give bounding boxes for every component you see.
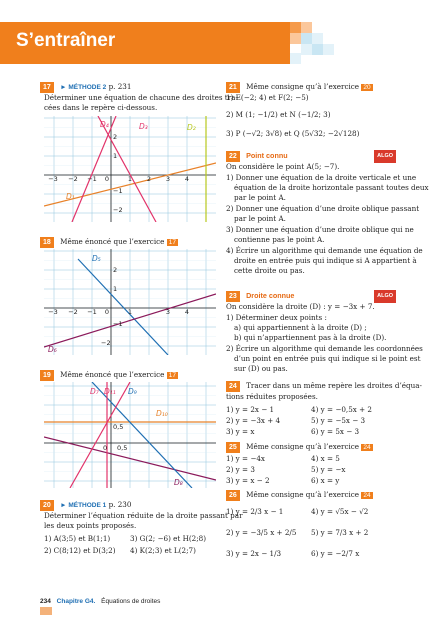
- exercise-item: 1) A(3;5) et B(1;1): [44, 534, 111, 543]
- tick-label: 0,5: [113, 423, 124, 431]
- exercise-item: 2) y = −3x + 4: [226, 416, 281, 425]
- tick-label: −2: [68, 175, 78, 183]
- chapter-title: Équations de droites: [101, 598, 161, 605]
- tick-label: 2: [113, 133, 118, 141]
- line-label-d1: D₁: [66, 192, 75, 201]
- exercise-item: 3) G(2; −6) et H(2;8): [130, 534, 207, 543]
- line-label-d11: D₁₁: [104, 387, 116, 396]
- tick-label: 1: [127, 308, 133, 316]
- exercise-item: 4) y = −0,5x + 2: [311, 405, 372, 414]
- exercise-22-line: contienne pas le point A.: [234, 235, 325, 244]
- exercise-22-line: 1) Donner une équation de la droite verticale et une: [226, 173, 417, 182]
- line-label-d2: D₂: [187, 123, 196, 132]
- tick-label: −1: [87, 175, 97, 183]
- graph-2: [44, 249, 216, 355]
- tick-label: 3: [165, 308, 171, 316]
- graph-1: [44, 116, 216, 222]
- tick-label: −1: [113, 187, 123, 195]
- tick-label: 0: [104, 308, 110, 316]
- exercise-24-text: tions réduites proposées.: [226, 392, 318, 401]
- exercise-22-line: équation de la droite horizontale passant toutes deux: [234, 183, 429, 192]
- line-label-d9: D₉: [128, 387, 137, 396]
- exercise-23-line: sur (D) ou pas.: [234, 364, 288, 373]
- exercise-item: 1) y = −4x: [226, 454, 265, 463]
- line-label-d6: D₆: [48, 345, 57, 354]
- exercise-item: 1) y = 2x − 1: [226, 405, 275, 414]
- exercise-item: 3) y = x − 2: [226, 476, 270, 485]
- tick-label: 1: [127, 175, 133, 183]
- exercise-item: 4) K(2;3) et L(2;7): [130, 546, 196, 555]
- exercise-22-line: cette droite ou pas.: [234, 266, 305, 275]
- chapter-label: Chapitre G4.: [56, 598, 96, 605]
- exercise-24-heading: 24 Tracer dans un même repère les droites d’équa-: [226, 380, 422, 392]
- exercise-item: 6) y = −2/7 x: [311, 549, 360, 558]
- decor-square: [312, 44, 323, 55]
- exercise-item: 5) y = 7/3 x + 2: [311, 528, 369, 537]
- line-d11: [70, 382, 130, 488]
- exercise-22-heading: 22 Point connu ALGO: [226, 150, 396, 162]
- exercise-20-text: Déterminer l’équation réduite de la droite passant par: [44, 511, 243, 520]
- tick-label: 2: [146, 175, 152, 183]
- decor-square: [312, 33, 323, 44]
- tick-label: −3: [48, 308, 58, 316]
- exercise-22-line: 2) Donner une équation d’une droite oblique passant: [226, 204, 420, 213]
- exercise-18-heading: 18 Même énoncé que l’exercice 17: [40, 236, 178, 248]
- exercise-23-line: a) qui appartiennent à la droite (D) ;: [234, 323, 367, 332]
- exercise-23-intro: On considère la droite (D) : y = −3x + 7.: [226, 302, 375, 311]
- exercise-22-line: 3) Donner une équation d’une droite oblique qui ne: [226, 225, 414, 234]
- line-label-d5: D₅: [92, 254, 101, 263]
- decor-square: [290, 53, 301, 64]
- line-label-d8: D₈: [174, 478, 183, 487]
- decor-square: [301, 22, 312, 33]
- tick-label: 0: [104, 175, 110, 183]
- line-label-d3: D₃: [139, 122, 148, 131]
- exercise-item: 3) y = 2x − 1/3: [226, 549, 282, 558]
- exercise-23-heading: 23 Droite connue ALGO: [226, 290, 396, 302]
- exercise-25-heading: 25 Même consigne qu’à l’exercice 24: [226, 441, 373, 453]
- algo-badge: ALGO: [374, 150, 396, 163]
- decor-square: [290, 22, 301, 33]
- exercise-item: 1) y = 2/3 x − 1: [226, 507, 284, 516]
- line-d4: [72, 116, 116, 222]
- exercise-23-line: d’un point en entrée puis qui indique si le point est: [234, 354, 421, 363]
- exercise-item: 6) y = 5x − 3: [311, 427, 360, 436]
- exercise-item: 1) E(−2; 4) et F(2; −5): [226, 93, 309, 102]
- line-d5: [78, 259, 171, 355]
- line-label-d7: D₇: [90, 387, 99, 396]
- exercise-22-line: par le point A.: [234, 193, 286, 202]
- algo-badge: ALGO: [374, 290, 396, 303]
- tick-label: 4: [184, 308, 190, 316]
- tick-label: −3: [48, 175, 58, 183]
- exercise-17-text: Déterminer une équation de chacune des droites tra-: [44, 93, 238, 102]
- exercise-item: 4) x = 5: [311, 454, 340, 463]
- exercise-item: 5) y = −x: [311, 465, 346, 474]
- decor-square: [323, 44, 334, 55]
- tick-label: −2: [113, 206, 123, 214]
- chapter-header: [0, 22, 435, 64]
- tick-label: 3: [165, 175, 171, 183]
- line-label-d10: D₁₀: [156, 409, 168, 418]
- tick-label: 2: [113, 266, 118, 274]
- exercise-item: 3) y = x: [226, 427, 255, 436]
- line-label-d4: D₄: [100, 120, 109, 129]
- exercise-23-line: 2) Écrire un algorithme qui demande les coordonnées: [226, 344, 423, 353]
- decor-square: [301, 44, 312, 55]
- tick-label: −1: [113, 320, 123, 328]
- exercise-17-heading: 17 ► MÉTHODE 2 p. 231: [40, 81, 131, 93]
- exercise-item: 6) x = y: [311, 476, 340, 485]
- tick-label: 1: [113, 152, 118, 160]
- tick-label: 0,5: [117, 444, 128, 452]
- exercise-item: 5) y = −5x − 3: [311, 416, 366, 425]
- exercise-item: 2) M (1; −1/2) et N (−1/2; 3): [226, 110, 331, 119]
- exercise-item: 4) y = √5x − √2: [311, 507, 369, 516]
- exercise-17-text: cées dans le repère ci-dessous.: [44, 103, 158, 112]
- tick-label: −2: [68, 308, 78, 316]
- decor-square: [301, 33, 312, 44]
- page-number: 234: [40, 598, 51, 605]
- exercise-26-heading: 26 Même consigne qu’à l’exercice 24: [226, 489, 373, 501]
- exercise-22-line: par le point A.: [234, 214, 286, 223]
- exercise-20-heading: 20 ► MÉTHODE 1 p. 230: [40, 499, 131, 511]
- exercise-20-text: les deux points proposés.: [44, 521, 137, 530]
- graph-3: [44, 382, 216, 488]
- decor-square: [290, 33, 301, 44]
- exercise-item: 2) y = 3: [226, 465, 255, 474]
- exercise-19-heading: 19 Même énoncé que l’exercice 17: [40, 369, 178, 381]
- line-d3: [98, 116, 156, 222]
- page-footer: [40, 598, 160, 605]
- tick-label: 1: [113, 285, 118, 293]
- tick-label: −2: [101, 339, 111, 347]
- exercise-item: 3) P (−√2; 3√8) et Q (5√32; −2√128): [226, 129, 360, 138]
- exercise-item: 2) C(8;12) et D(3;2): [44, 546, 116, 555]
- exercise-23-line: 1) Déterminer deux points :: [226, 313, 327, 322]
- exercise-23-line: b) qui n’appartiennent pas à la droite (D).: [234, 333, 387, 342]
- exercise-22-line: 4) Écrire un algorithme qui demande une équation de: [226, 246, 423, 255]
- tick-label: 4: [184, 175, 190, 183]
- exercise-22-intro: On considère le point A(5; −7).: [226, 162, 340, 171]
- footer-decor: [40, 607, 52, 615]
- exercise-item: 2) y = −3/5 x + 2/5: [226, 528, 297, 537]
- exercise-22-line: droite en entrée puis qui indique si A appartient à: [234, 256, 417, 265]
- exercise-21-heading: 21 Même consigne qu’à l’exercice 20: [226, 81, 373, 93]
- page-title: S’entraîner: [16, 30, 116, 51]
- tick-label: −1: [87, 308, 97, 316]
- tick-label: 0: [103, 444, 108, 452]
